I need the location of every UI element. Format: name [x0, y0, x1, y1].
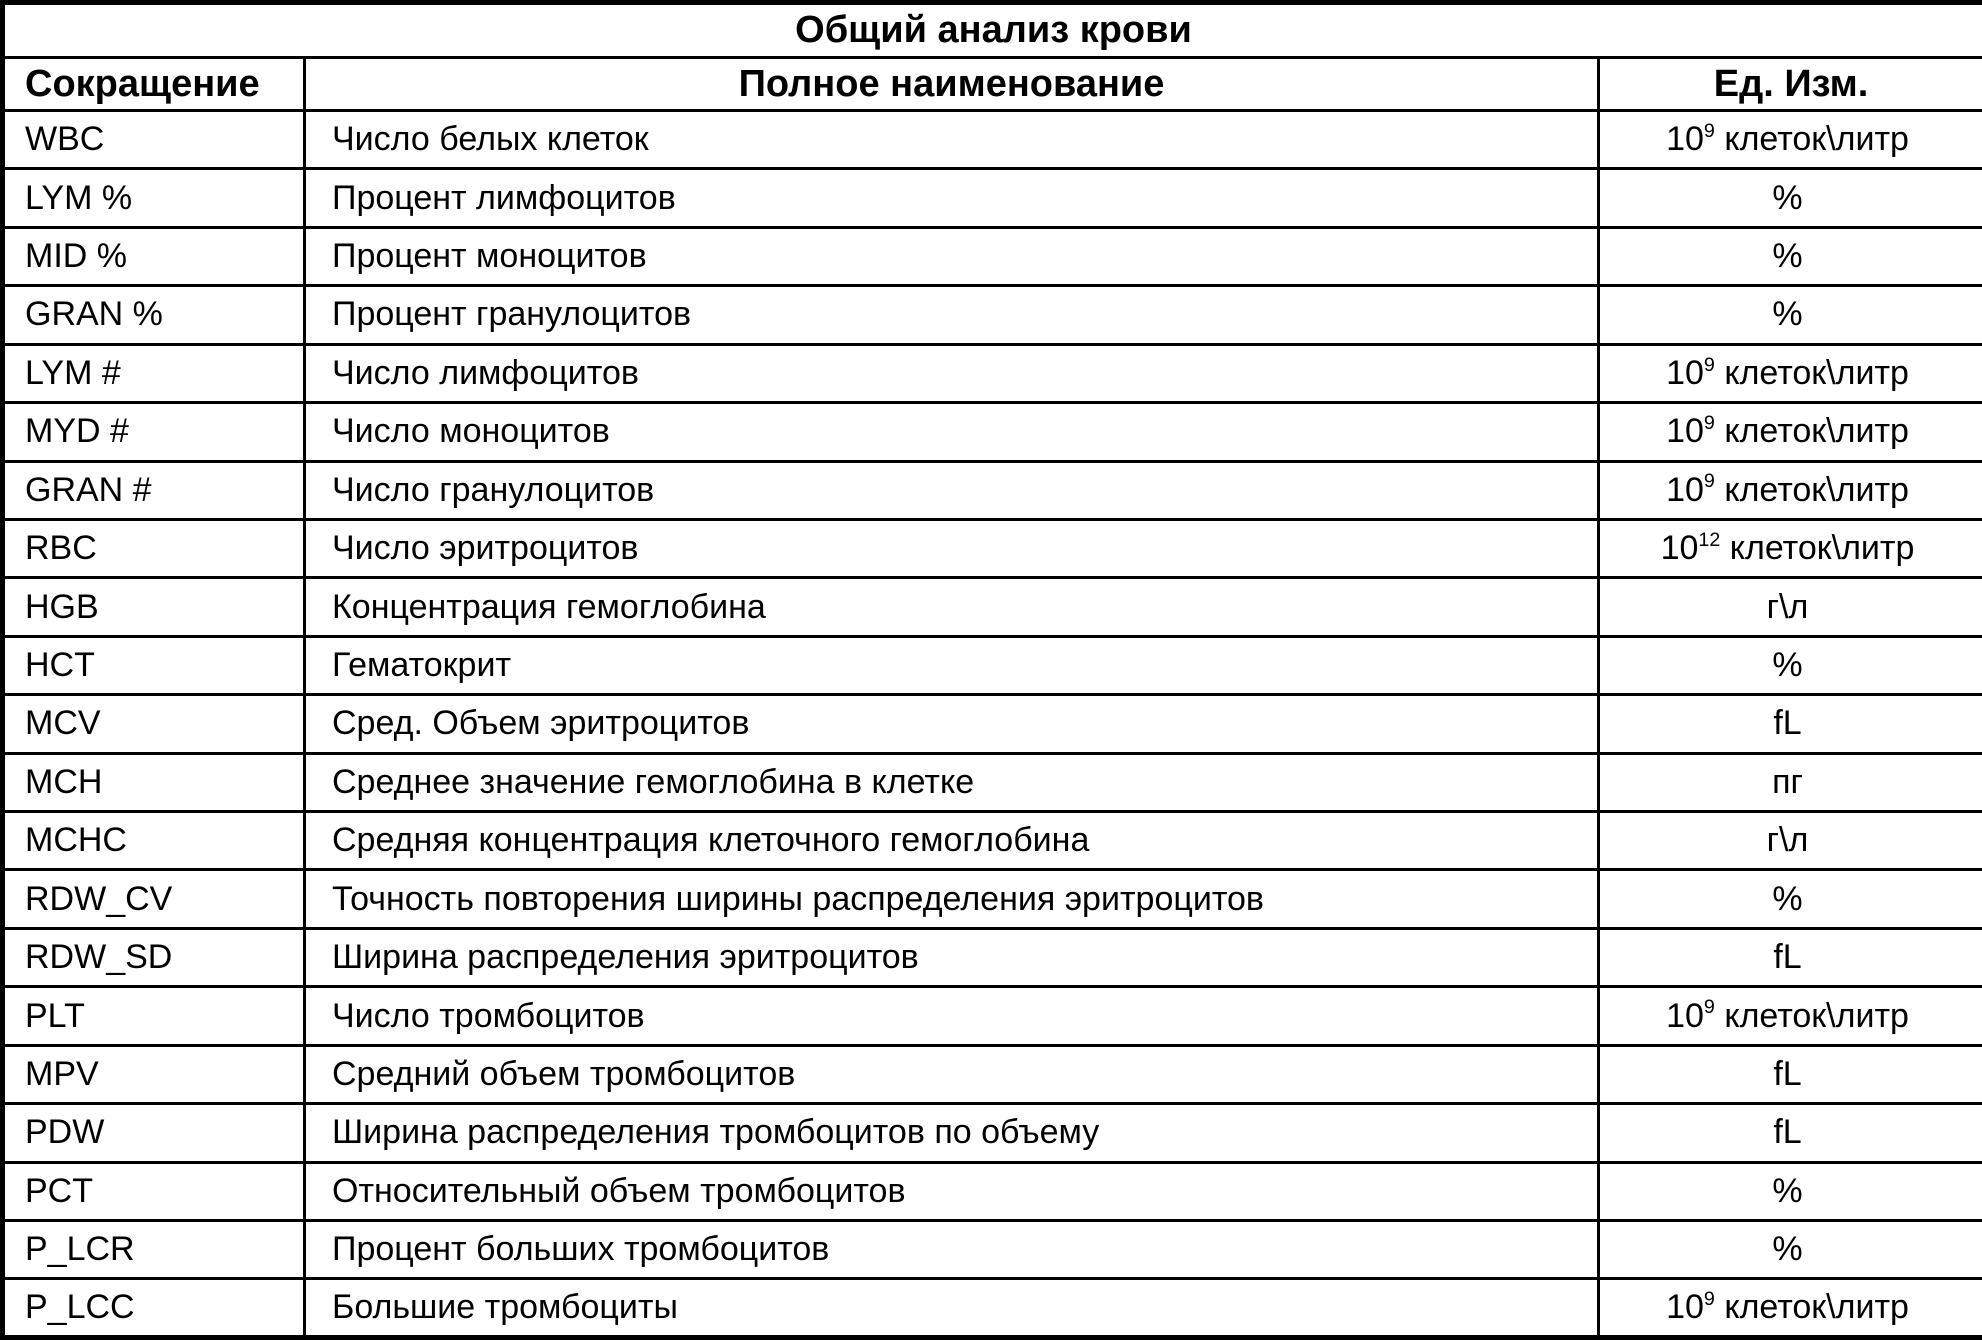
- unit-rest: клеток\литр: [1714, 412, 1909, 451]
- unit-base: 10: [1666, 120, 1704, 159]
- abbreviation-cell: P_LCR: [3, 1221, 305, 1279]
- unit-cell: [1599, 1104, 1982, 1162]
- title-row: [3, 3, 1982, 58]
- abbreviation-cell: WBC: [3, 111, 305, 169]
- unit-base: 10: [1666, 412, 1704, 451]
- table-row: [3, 461, 1982, 519]
- unit-cell: [1599, 286, 1982, 344]
- unit-base: %: [1772, 295, 1803, 334]
- full-name-cell: Число гранулоцитов: [305, 461, 1599, 519]
- column-header-units: Ед. Изм.: [1599, 58, 1982, 111]
- unit-rest: клеток\литр: [1714, 996, 1909, 1035]
- unit-cell: [1599, 519, 1982, 577]
- unit-cell: [1599, 987, 1982, 1045]
- abbreviation-cell: PLT: [3, 987, 305, 1045]
- unit-superscript: 9: [1703, 470, 1715, 493]
- unit-cell: [1599, 169, 1982, 227]
- unit-base: %: [1772, 178, 1803, 217]
- abbreviation-cell: MPV: [3, 1045, 305, 1103]
- unit-base: %: [1772, 646, 1803, 684]
- table-row: [3, 578, 1982, 636]
- unit-base: г\л: [1766, 821, 1809, 860]
- abbreviation-cell: LYM #: [3, 344, 305, 402]
- full-name-cell: Ширина распределения тромбоцитов по объему: [305, 1104, 1599, 1162]
- unit-superscript: 9: [1703, 119, 1715, 142]
- abbreviation-cell: PCT: [3, 1162, 305, 1220]
- abbreviation-cell: P_LCC: [3, 1279, 305, 1338]
- abbreviation-cell: MID %: [3, 227, 305, 285]
- table-body: [3, 111, 1982, 1338]
- full-name-cell: Процент гранулоцитов: [305, 286, 1599, 344]
- full-name-cell: Число моноцитов: [305, 403, 1599, 461]
- table-row: [3, 1045, 1982, 1103]
- table-row: [3, 1162, 1982, 1220]
- table-row: [3, 812, 1982, 870]
- abbreviation-cell: PDW: [3, 1104, 305, 1162]
- table-row: [3, 636, 1982, 694]
- abbreviation-cell: LYM %: [3, 169, 305, 227]
- full-name-cell: Число белых клеток: [305, 111, 1599, 169]
- table-row: [3, 286, 1982, 344]
- abbreviation-cell: RBC: [3, 519, 305, 577]
- unit-superscript: 9: [1703, 412, 1715, 434]
- table-row: [3, 870, 1982, 928]
- unit-cell: [1599, 1045, 1982, 1103]
- abbreviation-cell: MCV: [3, 695, 305, 753]
- unit-base: %: [1772, 879, 1803, 918]
- unit-base: fL: [1773, 704, 1802, 743]
- full-name-cell: Средняя концентрация клеточного гемоглобина: [305, 812, 1599, 870]
- abbreviation-cell: MCH: [3, 753, 305, 811]
- abbreviation-cell: HCT: [3, 636, 305, 694]
- full-name-cell: Процент моноцитов: [305, 227, 1599, 285]
- unit-cell: [1599, 753, 1982, 811]
- full-name-cell: Средний объем тромбоцитов: [305, 1045, 1599, 1103]
- unit-cell: [1599, 344, 1982, 402]
- table-row: [3, 227, 1982, 285]
- table-row: [3, 1104, 1982, 1162]
- full-name-cell: Число тромбоцитов: [305, 987, 1599, 1045]
- header-row: [3, 58, 1982, 111]
- unit-cell: [1599, 636, 1982, 694]
- unit-cell: [1599, 928, 1982, 986]
- full-name-cell: Число лимфоцитов: [305, 344, 1599, 402]
- unit-base: пг: [1772, 762, 1803, 801]
- unit-cell: [1599, 1279, 1982, 1338]
- abbreviation-cell: GRAN #: [3, 461, 305, 519]
- full-name-cell: Относительный объем тромбоцитов: [305, 1162, 1599, 1220]
- unit-cell: [1599, 1162, 1982, 1220]
- full-name-cell: Точность повторения ширины распределения эритроцитов: [305, 870, 1599, 928]
- full-name-cell: Концентрация гемоглобина: [305, 578, 1599, 636]
- unit-cell: [1599, 1221, 1982, 1279]
- unit-base: г\л: [1766, 587, 1809, 626]
- table-row: [3, 344, 1982, 402]
- unit-cell: [1599, 461, 1982, 519]
- unit-base: 10: [1666, 996, 1704, 1035]
- unit-rest: клеток\литр: [1714, 1288, 1909, 1327]
- unit-base: %: [1772, 1230, 1803, 1269]
- abbreviation-cell: GRAN %: [3, 286, 305, 344]
- unit-superscript: 9: [1703, 353, 1715, 376]
- table-row: [3, 111, 1982, 169]
- full-name-cell: Число эритроцитов: [305, 519, 1599, 577]
- unit-cell: [1599, 812, 1982, 870]
- abbreviation-cell: RDW_SD: [3, 928, 305, 986]
- table-row: [3, 928, 1982, 986]
- unit-base: fL: [1773, 1054, 1802, 1093]
- unit-rest: клеток\литр: [1714, 470, 1909, 509]
- full-name-cell: Процент лимфоцитов: [305, 169, 1599, 227]
- full-name-cell: Большие тромбоциты: [305, 1279, 1599, 1338]
- unit-cell: [1599, 403, 1982, 461]
- unit-base: 10: [1666, 1288, 1704, 1327]
- table-row: [3, 1279, 1982, 1338]
- unit-base: fL: [1773, 938, 1802, 977]
- unit-cell: [1599, 870, 1982, 928]
- unit-base: %: [1772, 237, 1803, 276]
- unit-base: 10: [1666, 470, 1704, 509]
- table-row: [3, 1221, 1982, 1279]
- abbreviation-cell: RDW_CV: [3, 870, 305, 928]
- unit-superscript: 9: [1703, 1287, 1715, 1310]
- table-row: [3, 695, 1982, 753]
- unit-rest: клеток\литр: [1720, 529, 1915, 568]
- table-row: [3, 519, 1982, 577]
- full-name-cell: Среднее значение гемоглобина в клетке: [305, 753, 1599, 811]
- unit-cell: [1599, 578, 1982, 636]
- abbreviation-cell: MYD #: [3, 403, 305, 461]
- unit-cell: [1599, 227, 1982, 285]
- unit-base: 10: [1666, 353, 1704, 392]
- table-row: [3, 753, 1982, 811]
- column-header-full-name: Полное наименование: [305, 58, 1599, 111]
- table-row: [3, 403, 1982, 461]
- table-row: [3, 987, 1982, 1045]
- unit-cell: [1599, 111, 1982, 169]
- unit-cell: [1599, 695, 1982, 753]
- full-name-cell: Гематокрит: [305, 636, 1599, 694]
- unit-base: fL: [1773, 1113, 1802, 1152]
- abbreviation-cell: HGB: [3, 578, 305, 636]
- unit-superscript: 12: [1698, 528, 1721, 551]
- unit-base: 10: [1660, 529, 1699, 568]
- table-title: Общий анализ крови: [3, 3, 1982, 58]
- column-header-abbreviation: Сокращение: [3, 58, 305, 111]
- unit-rest: клеток\литр: [1714, 353, 1909, 392]
- unit-superscript: 9: [1703, 996, 1715, 1019]
- unit-base: %: [1772, 1171, 1803, 1210]
- unit-rest: клеток\литр: [1714, 120, 1909, 159]
- table-row: [3, 169, 1982, 227]
- full-name-cell: Ширина распределения эритроцитов: [305, 928, 1599, 986]
- full-name-cell: Процент больших тромбоцитов: [305, 1221, 1599, 1279]
- full-name-cell: Сред. Объем эритроцитов: [305, 695, 1599, 753]
- abbreviation-cell: MCHC: [3, 812, 305, 870]
